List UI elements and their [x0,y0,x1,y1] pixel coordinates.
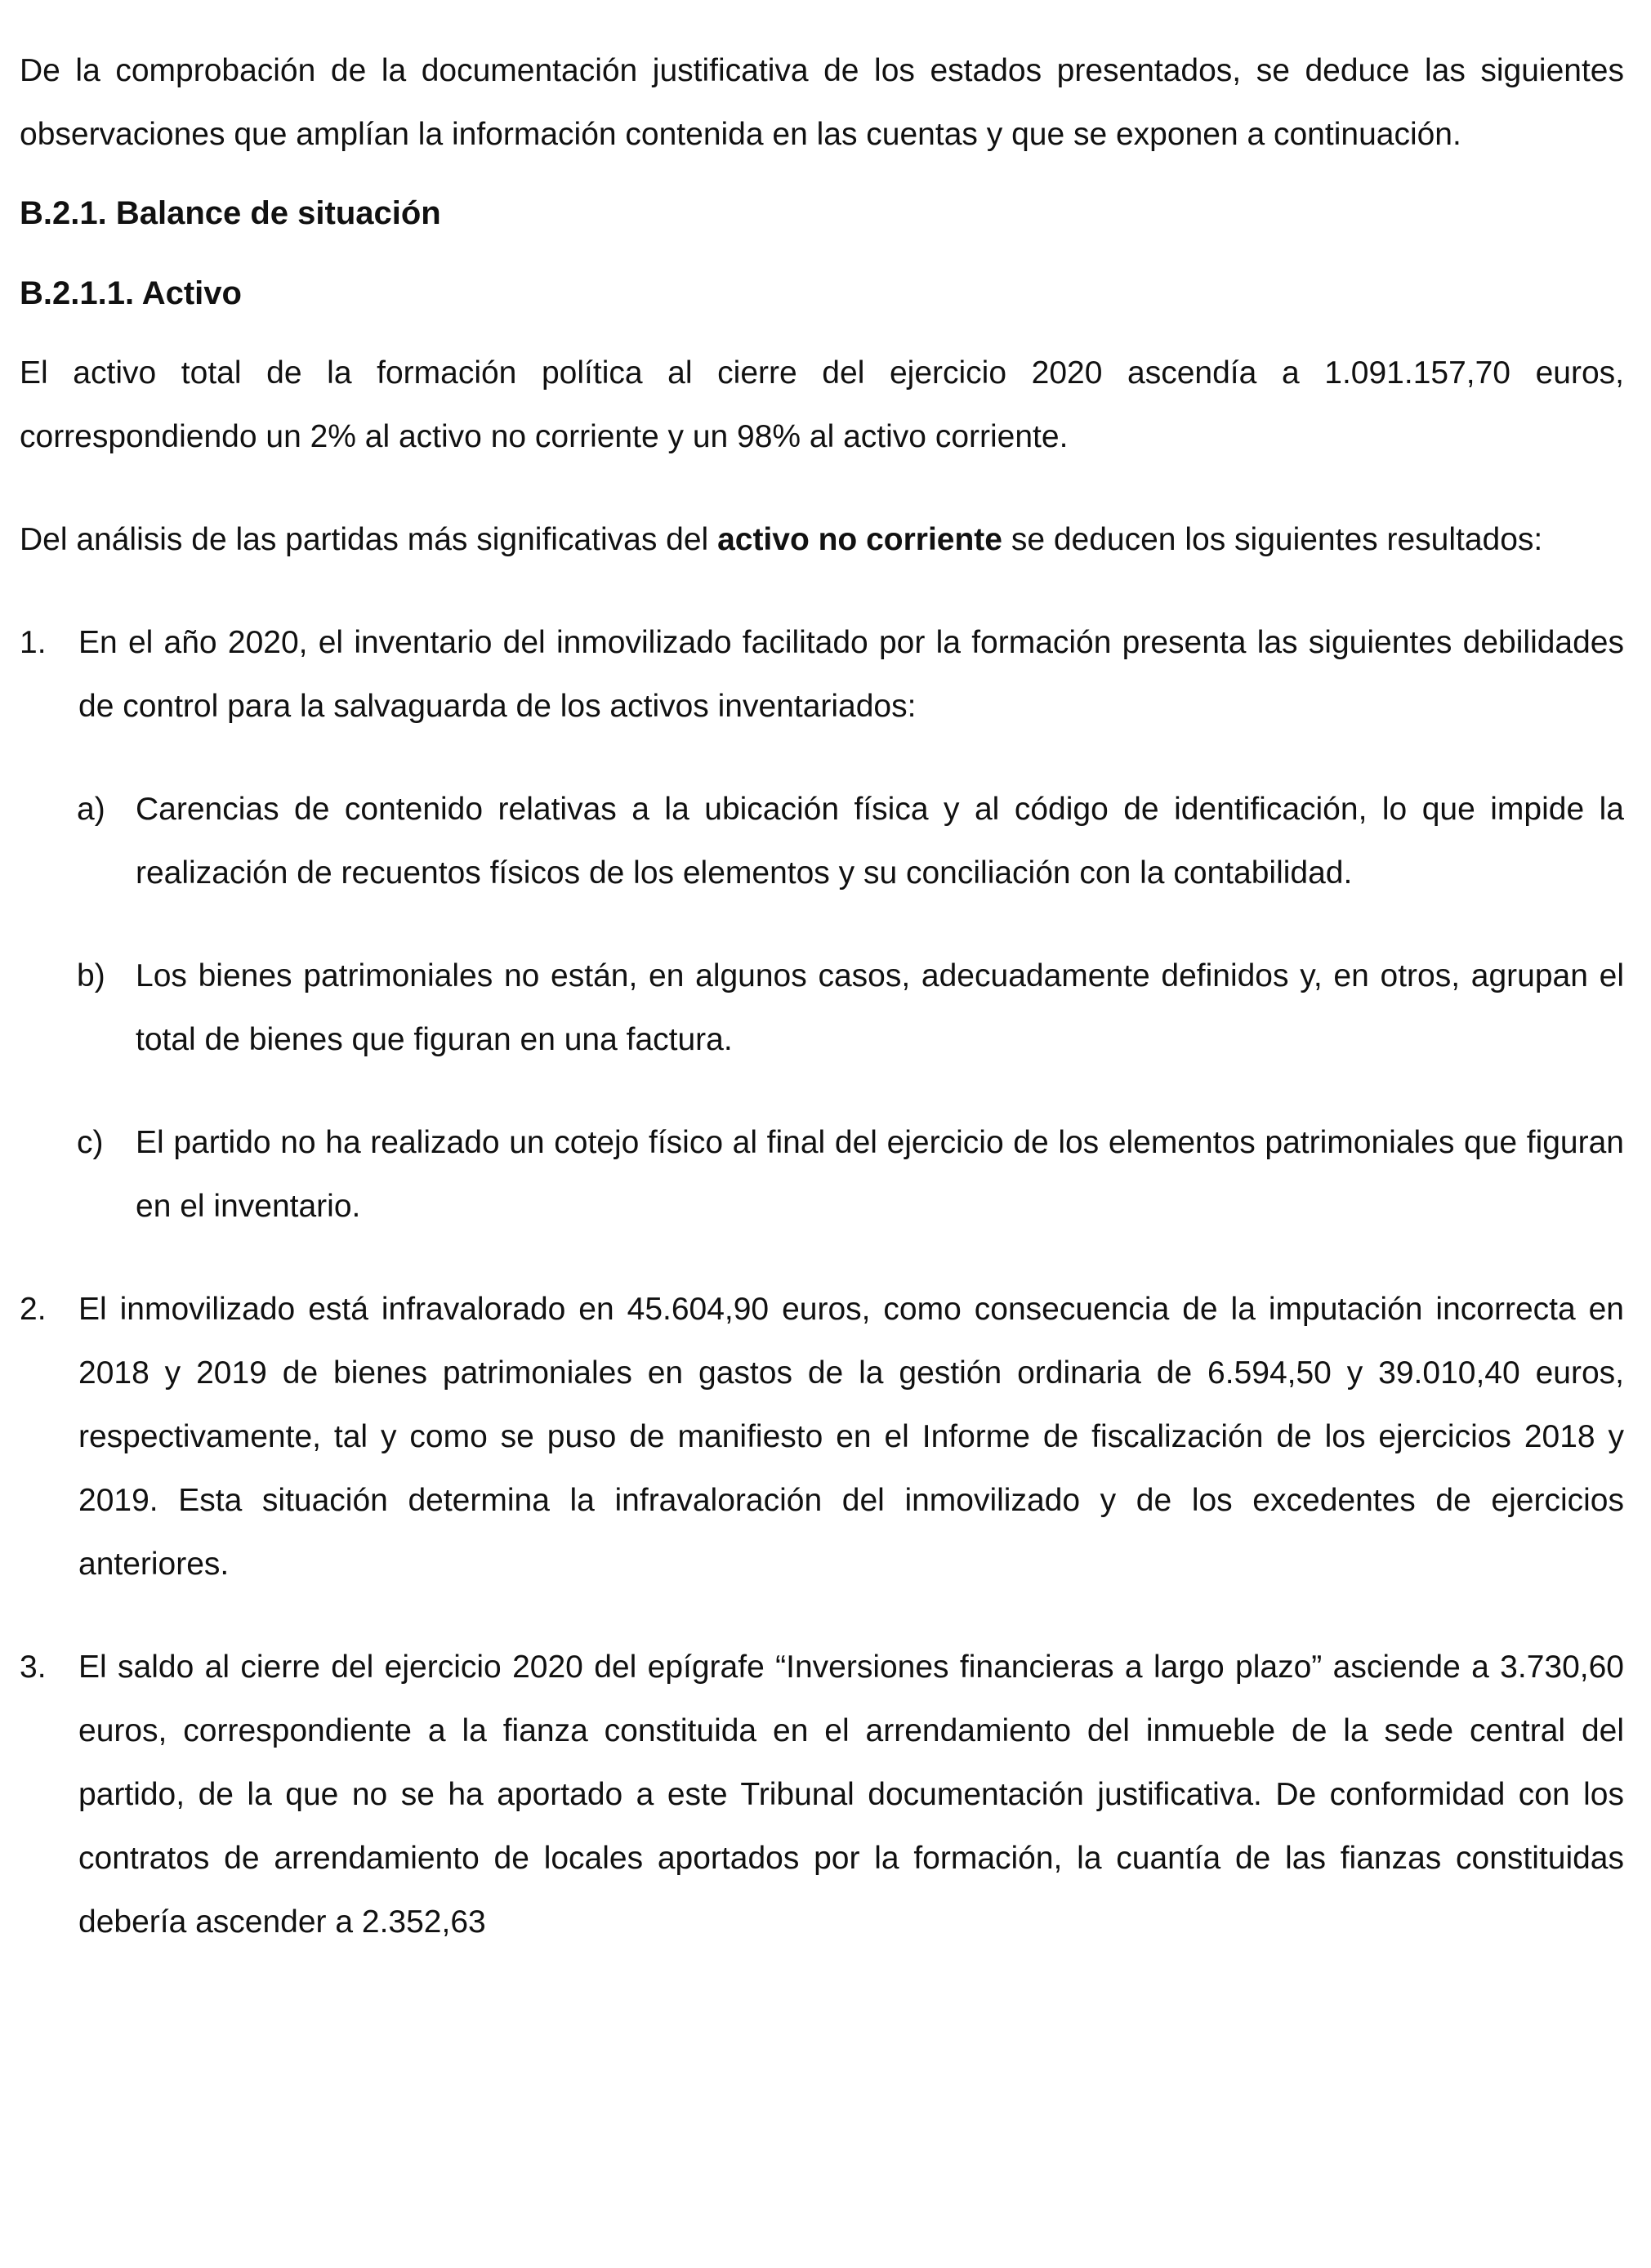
analisis-text-after: se deducen los siguientes resultados: [1002,522,1543,557]
document-page [20,39,1624,1954]
sub-item-c [20,1111,1624,1239]
analisis-bold-term: activo no corriente [717,522,1002,557]
list-item-text: El inmovilizado está infravalorado en 45.604,90 euros, como consecuencia de la imputación incorrecta en 2018 y 2019 de bienes patrimoniales en gastos de la gestión ordinaria de 6.594,50 y 39.010,40 euros, respectivamente, tal y como se puso de manifiesto en el Informe de fiscalización de los ejercicios 2018 y 2019. Esta situación determina la infravaloración del inmovilizado y de los excedentes de ejercicios anteriores. [78,1292,1624,1582]
sub-item-text: Carencias de contenido relativas a la ubicación física y al código de identificación, lo que impide la realización de recuentos físicos de los elementos y su conciliación con la contabilidad. [136,792,1624,891]
intro-paragraph: De la comprobación de la documentación justificativa de los estados presentados, se deduce las siguientes observaciones que amplían la información contenida en las cuentas y que se exponen a continuación. [20,53,1624,152]
list-item-3 [20,1636,1624,1954]
sub-item-a [20,778,1624,905]
sub-item-text: El partido no ha realizado un cotejo físico al final del ejercicio de los elementos patrimoniales que figuran en el inventario. [136,1125,1624,1224]
list-item-2 [20,1278,1624,1596]
list-item-1 [20,611,1624,739]
list-item-marker: 1. [20,625,47,660]
analisis-text-before: Del análisis de las partidas más significativas del [20,522,718,557]
section-heading-balance: B.2.1. Balance de situación [20,195,441,231]
sub-item-text: Los bienes patrimoniales no están, en algunos casos, adecuadamente definidos y, en otros, agrupan el total de bienes que figuran en una factura. [136,958,1624,1057]
sub-item-b [20,944,1624,1072]
list-item-text: El saldo al cierre del ejercicio 2020 del epígrafe “Inversiones financieras a largo plazo” asciende a 3.730,60 euros, correspondiente a la fianza constituida en el arrendamiento del inmueble de la sede central del partido, de la que no se ha aportado a este Tribunal documentación justificativa. De conformidad con los contratos de arrendamiento de locales aportados por la formación, la cuantía de las fianzas constituidas debería ascender a 2.352,63 [78,1650,1624,1940]
activo-total-paragraph: El activo total de la formación política al cierre del ejercicio 2020 ascendía a 1.091.157,70 euros, correspondiendo un 2% al activo no corriente y un 98% al activo corriente. [20,355,1624,454]
sub-item-marker: b) [77,958,105,993]
list-item-marker: 2. [20,1292,47,1327]
subsection-heading-activo: B.2.1.1. Activo [20,275,242,311]
analisis-paragraph [20,508,1624,572]
list-item-text: En el año 2020, el inventario del inmovilizado facilitado por la formación presenta las siguientes debilidades de control para la salvaguarda de los activos inventariados: [78,625,1624,724]
sub-item-marker: a) [77,792,105,827]
sub-item-marker: c) [77,1125,104,1160]
list-item-marker: 3. [20,1650,47,1685]
